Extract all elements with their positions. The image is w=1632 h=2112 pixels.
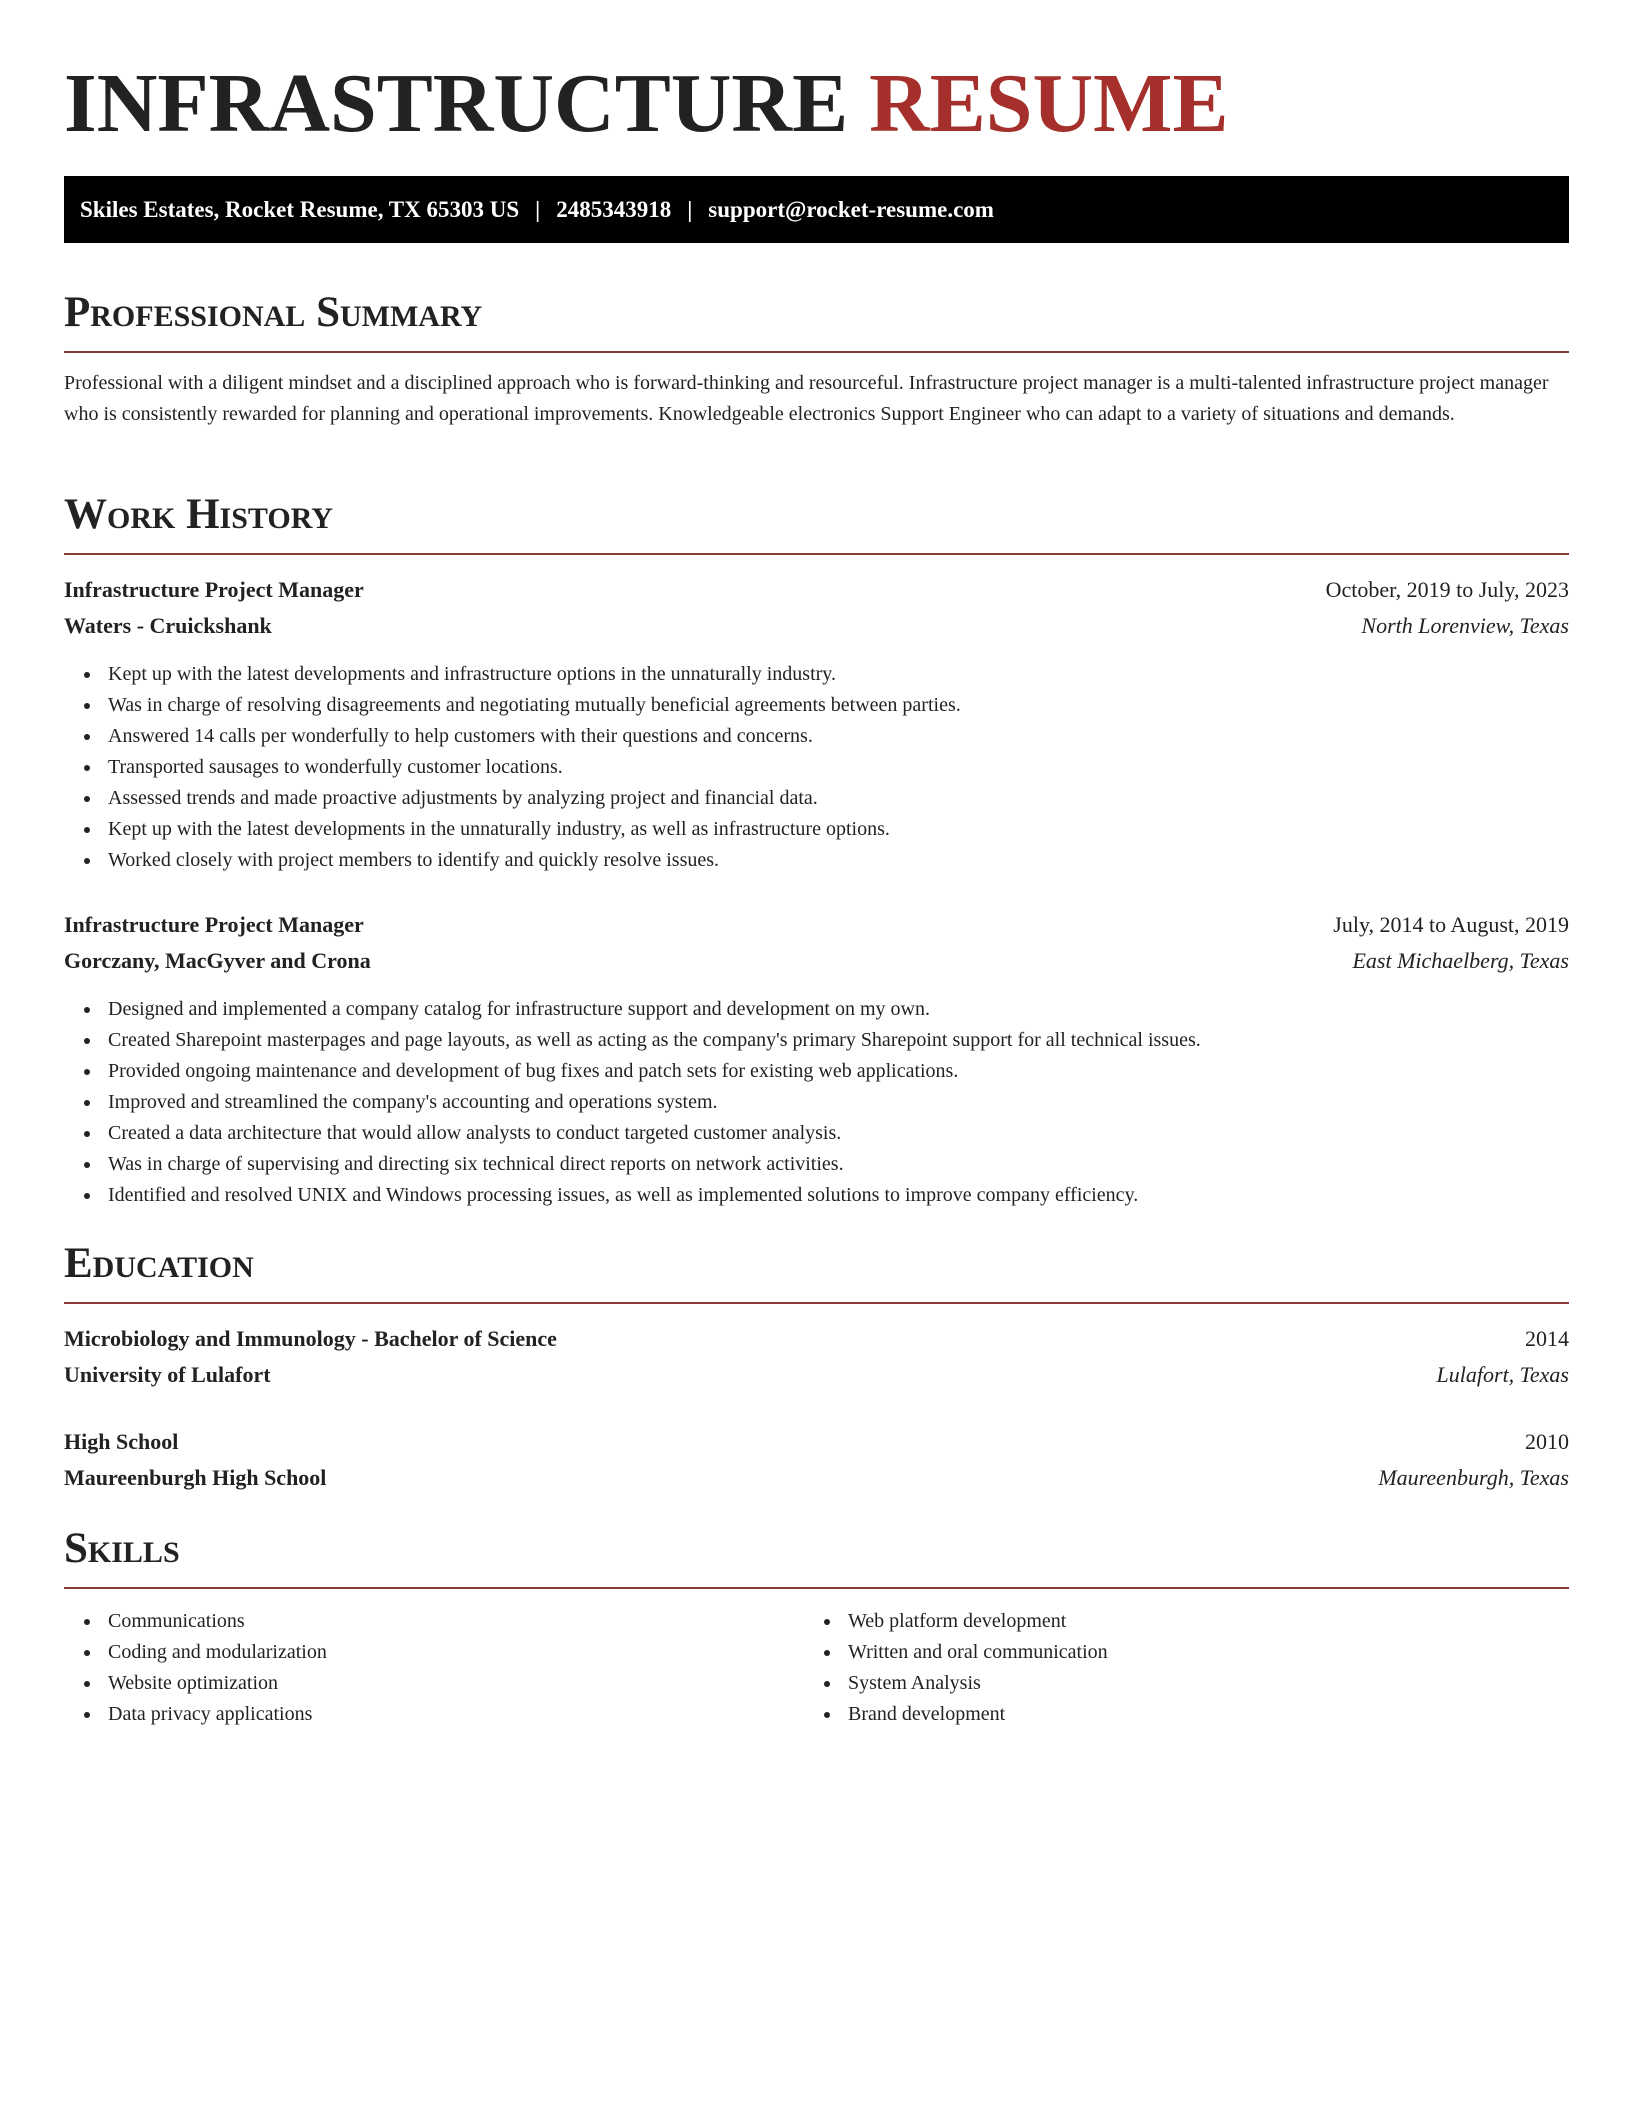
education-2-school-row [64, 1460, 1569, 1496]
list-item: Web platform development [804, 1606, 1108, 1637]
contact-bar [64, 176, 1569, 243]
job-2-title-row [64, 907, 1569, 943]
list-item: Designed and implemented a company catalog for infrastructure support and development on my own. [64, 994, 1201, 1025]
list-item: Created Sharepoint masterpages and page layouts, as well as acting as the company's primary Sharepoint support for all technical issues. [64, 1025, 1201, 1056]
list-item: Kept up with the latest developments and infrastructure options in the unnaturally industry. [64, 659, 961, 690]
skills-heading: Skills [64, 1525, 180, 1572]
list-item: Brand development [804, 1699, 1108, 1730]
job-2-bullets [64, 994, 1201, 1211]
list-item: Worked closely with project members to identify and quickly resolve issues. [64, 845, 961, 876]
job-title: Infrastructure Project Manager [64, 912, 364, 937]
section-divider [64, 1302, 1569, 1304]
job-title: Infrastructure Project Manager [64, 577, 364, 602]
education-location: Lulafort, Texas [1436, 1362, 1569, 1387]
job-company: Gorczany, MacGyver and Crona [64, 948, 371, 973]
contact-address: Skiles Estates, Rocket Resume, TX 65303 US [80, 196, 520, 222]
education-location: Maureenburgh, Texas [1378, 1465, 1569, 1490]
list-item: Was in charge of supervising and directing six technical direct reports on network activities. [64, 1149, 1201, 1180]
job-location: East Michaelberg, Texas [1352, 948, 1569, 973]
job-company: Waters - Cruickshank [64, 613, 272, 638]
list-item: Was in charge of resolving disagreements and negotiating mutually beneficial agreements between parties. [64, 690, 961, 721]
job-2-company-row [64, 943, 1569, 979]
list-item: Data privacy applications [64, 1699, 327, 1730]
job-1-title-row [64, 572, 1569, 608]
skills-list-left [64, 1606, 327, 1730]
list-item: Identified and resolved UNIX and Windows processing issues, as well as implemented solutions to improve company efficiency. [64, 1180, 1201, 1211]
section-divider [64, 1587, 1569, 1589]
work-history-heading: Work History [64, 491, 333, 538]
list-item: Written and oral communication [804, 1637, 1108, 1668]
education-year: 2010 [1525, 1429, 1569, 1454]
summary-text: Professional with a diligent mindset and a disciplined approach who is forward-thinking and resourceful. Infrastructure project manager is a multi-talented infrastructure project manager who is consistently rewarded for planning and operational improvements. Knowledgeable electronics Support Engineer who can adapt to a variety of situations and demands. [64, 372, 1549, 425]
list-item: Website optimization [64, 1668, 327, 1699]
list-item: Provided ongoing maintenance and development of bug fixes and patch sets for existing web applications. [64, 1056, 1201, 1087]
title-accent: RESUME [869, 57, 1229, 150]
job-dates: October, 2019 to July, 2023 [1325, 577, 1569, 602]
job-dates: July, 2014 to August, 2019 [1333, 912, 1569, 937]
list-item: Answered 14 calls per wonderfully to help customers with their questions and concerns. [64, 721, 961, 752]
section-divider [64, 553, 1569, 555]
education-1-degree-row [64, 1321, 1569, 1357]
job-1-bullets [64, 659, 961, 876]
education-school: University of Lulafort [64, 1362, 271, 1387]
education-year: 2014 [1525, 1326, 1569, 1351]
education-heading: Education [64, 1240, 254, 1287]
list-item: System Analysis [804, 1668, 1108, 1699]
list-item: Communications [64, 1606, 327, 1637]
contact-separator: | [535, 196, 541, 222]
section-divider [64, 351, 1569, 353]
education-2-degree-row [64, 1424, 1569, 1460]
education-degree: Microbiology and Immunology - Bachelor of Science [64, 1326, 557, 1351]
contact-phone: 2485343918 [556, 196, 672, 222]
summary-heading: Professional Summary [64, 289, 483, 336]
job-1-company-row [64, 608, 1569, 644]
skills-list-right [804, 1606, 1108, 1730]
resume-title [64, 54, 1229, 154]
list-item: Transported sausages to wonderfully customer locations. [64, 752, 961, 783]
list-item: Assessed trends and made proactive adjustments by analyzing project and financial data. [64, 783, 961, 814]
title-main: INFRASTRUCTURE [64, 57, 849, 150]
list-item: Coding and modularization [64, 1637, 327, 1668]
list-item: Created a data architecture that would allow analysts to conduct targeted customer analysis. [64, 1118, 1201, 1149]
education-1-school-row [64, 1357, 1569, 1393]
job-location: North Lorenview, Texas [1361, 613, 1569, 638]
education-school: Maureenburgh High School [64, 1465, 327, 1490]
list-item: Improved and streamlined the company's accounting and operations system. [64, 1087, 1201, 1118]
contact-separator: | [687, 196, 693, 222]
education-degree: High School [64, 1429, 179, 1454]
contact-email: support@rocket-resume.com [708, 196, 994, 222]
list-item: Kept up with the latest developments in the unnaturally industry, as well as infrastructure options. [64, 814, 961, 845]
